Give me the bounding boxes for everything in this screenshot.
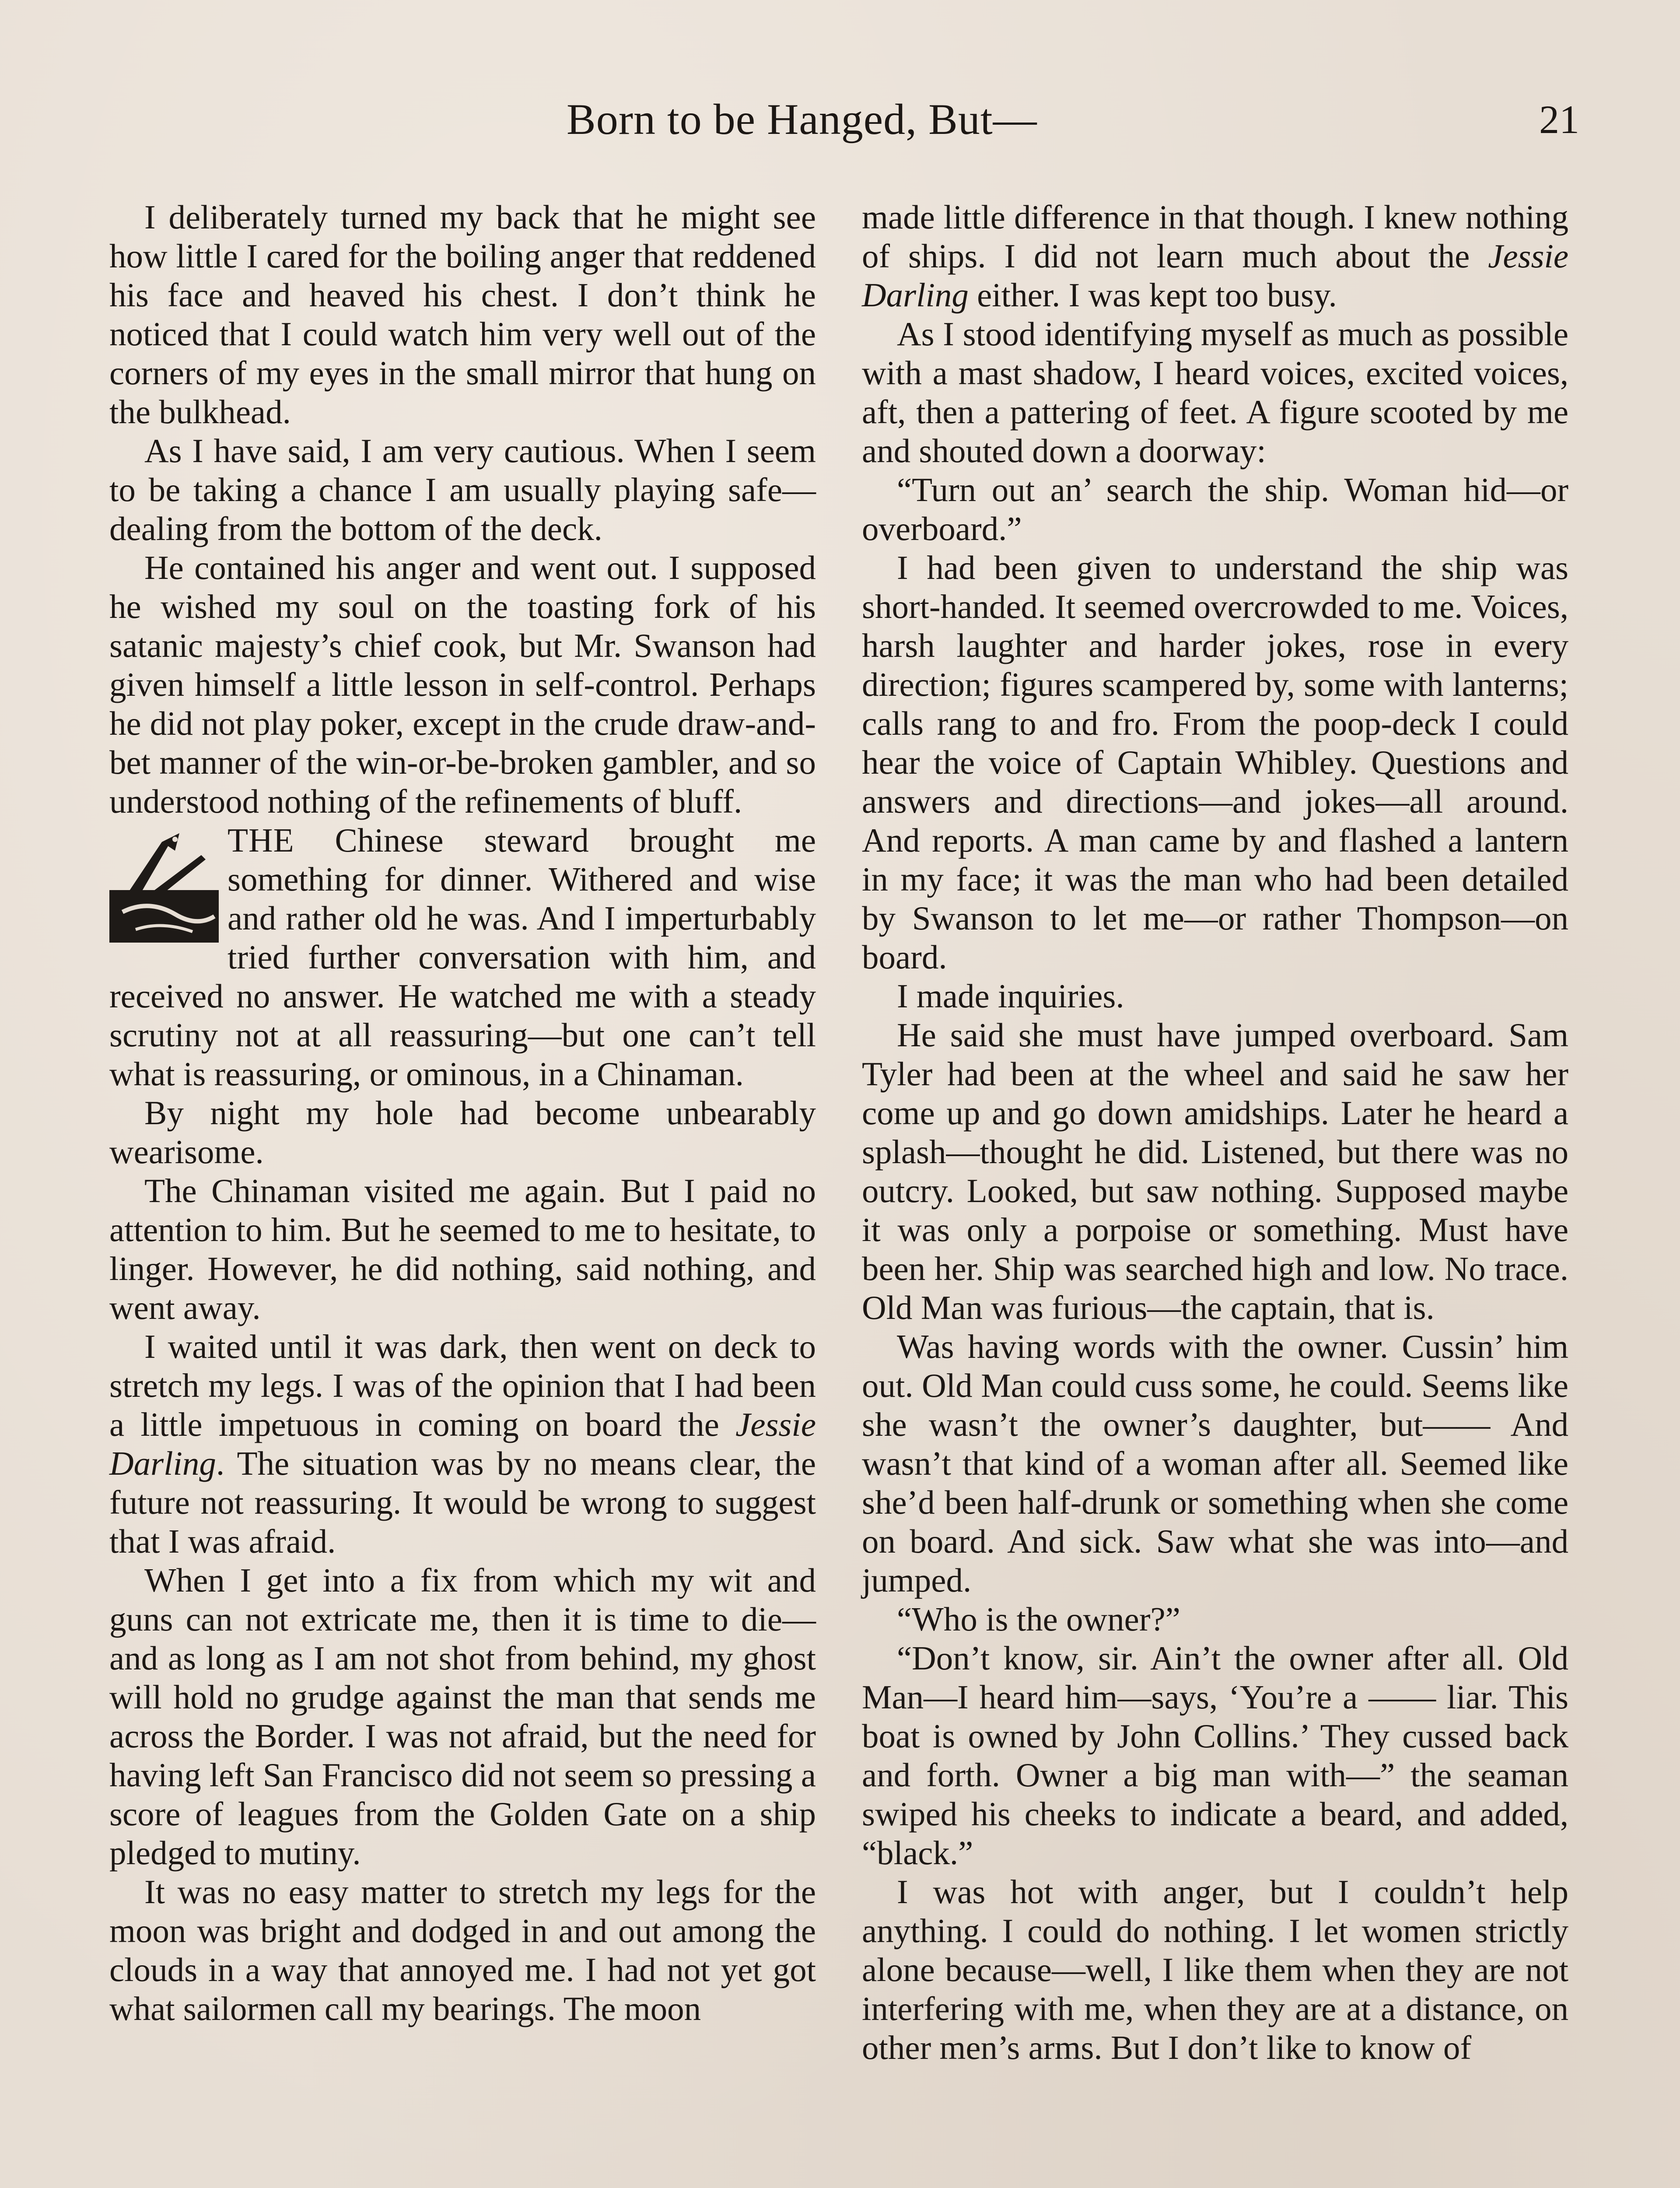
paragraph: Was having words with the owner. Cussin’ him out. Old Man could cuss some, he could. Seems like she wasn’t the owner’s daughter, but—— And wasn’t that kind of a woman after all. Seemed like she’d been half-drunk or something when she come on board. And sick. Saw what she was into—and jumped. xyxy=(862,1328,1568,1599)
section-lead-word: THE xyxy=(228,821,294,859)
section-opening-paragraph xyxy=(109,821,816,1094)
paragraph: It was no easy matter to stretch my legs for the moon was bright and dodged in and out among the clouds in a way that annoyed me. I had not yet got what sailormen call my bearings. The moon xyxy=(109,1873,816,2027)
paragraph: He contained his anger and went out. I supposed he wished my soul on the toasting fork of his satanic majesty’s chief cook, but Mr. Swanson had given himself a little lesson in self-control. Perhaps he did not play poker, except in the crude draw-and-bet manner of the win-or-be-broken gambler, and so understood nothing of the refinements of bluff. xyxy=(109,549,816,820)
paragraph: “Who is the owner?” xyxy=(897,1600,1180,1638)
paragraph: He said she must have jumped overboard. Sam Tyler had been at the wheel and said he saw her come up and go down amidships. Later he heard a splash—thought he did. Listened, but there was no outcry. Looked, but saw nothing. Supposed maybe it was only a porpoise or something. Must have been her. Ship was searched high and low. No trace. Old Man was furious—the captain, that is. xyxy=(862,1016,1568,1326)
paragraph: The Chinaman visited me again. But I paid no attention to him. But he seemed to me to hesitate, to linger. However, he did nothing, said nothing, and went away. xyxy=(109,1172,816,1326)
ship-name: Jessie Darling xyxy=(862,237,1568,314)
section-text: Chinese steward brought me something for dinner. Withered and wise and rather old he was. And I imperturbably tried further conversation with him, and received no answer. He watched me with a steady scrutiny not at all reassuring—but one can’t tell what is reassuring, or ominous, in a Chinaman. xyxy=(109,821,816,1093)
paragraph-text: made little difference in that though. I knew nothing of ships. I did not learn much about the xyxy=(862,198,1568,275)
paragraph xyxy=(862,198,1568,315)
paragraph: When I get into a fix from which my wit and guns can not extricate me, then it is time to die—and as long as I am not shot from behind, my ghost will hold no grudge against the man that sends me across the Border. I was not afraid, but the need for having left San Francisco did not seem so pressing a score of leagues from the Golden Gate on a ship pledged to mutiny. xyxy=(109,1561,816,1872)
paragraph: I made inquiries. xyxy=(897,977,1124,1015)
running-header xyxy=(0,94,1680,155)
paragraph: By night my hole had become unbearably wearisome. xyxy=(109,1094,816,1171)
paragraph: I was hot with anger, but I couldn’t help anything. I could do nothing. I let women strictly alone because—well, I like them when they are not interfering with me, when they are at a distance, on other men’s arms. But I don’t like to know of xyxy=(862,1873,1568,2066)
paragraph: I had been given to understand the ship was short-handed. It seemed overcrowded to me. Voices, harsh laughter and harder jokes, rose in every direction; figures scampered by, some with lanterns; calls rang to and fro. From the poop-deck I could hear the voice of Captain Whibley. Questions and answers and directions—and jokes—all around. And reports. A man came by and flashed a lantern in my face; it was the man who had been detailed by Swanson to let me—or rather Thompson—on board. xyxy=(862,549,1568,976)
paragraph-text: I waited until it was dark, then went on deck to stretch my legs. I was of the opinion that I had been a little impetuous in coming on board the xyxy=(109,1328,816,1443)
paragraph-text: either. I was kept too busy. xyxy=(968,276,1337,314)
right-column xyxy=(862,198,1568,2067)
paragraph: As I have said, I am very cautious. When I seem to be taking a chance I am usually playing safe—dealing from the bottom of the deck. xyxy=(109,432,816,547)
running-title: Born to be Hanged, But— xyxy=(567,95,1037,144)
ship-name: Jessie Darling xyxy=(109,1406,816,1482)
page-number: 21 xyxy=(1539,97,1579,142)
paragraph: I deliberately turned my back that he might see how little I cared for the boiling anger that reddened his face and heaved his chest. I don’t think he noticed that I could watch him very well out of the corners of my eyes in the small mirror that hung on the bulkhead. xyxy=(109,198,816,431)
paragraph xyxy=(109,1327,816,1561)
left-column xyxy=(109,198,816,2028)
paragraph: As I stood identifying myself as much as possible with a mast shadow, I heard voices, excited voices, aft, then a pattering of feet. A figure scooted by me and shouted down a doorway: xyxy=(862,315,1568,470)
bird-woodcut-icon xyxy=(109,824,219,943)
paragraph: “Don’t know, sir. Ain’t the owner after all. Old Man—I heard him—says, ‘You’re a —— liar. This boat is owned by John Collins.’ They cussed back and forth. Owner a big man with—” the seaman swiped his cheeks to indicate a beard, and added, “black.” xyxy=(862,1639,1568,1872)
paragraph-text: . The situation was by no means clear, the future not reassuring. It would be wrong to suggest that I was afraid. xyxy=(109,1445,816,1560)
paragraph: “Turn out an’ search the ship. Woman hid—or overboard.” xyxy=(862,471,1568,547)
